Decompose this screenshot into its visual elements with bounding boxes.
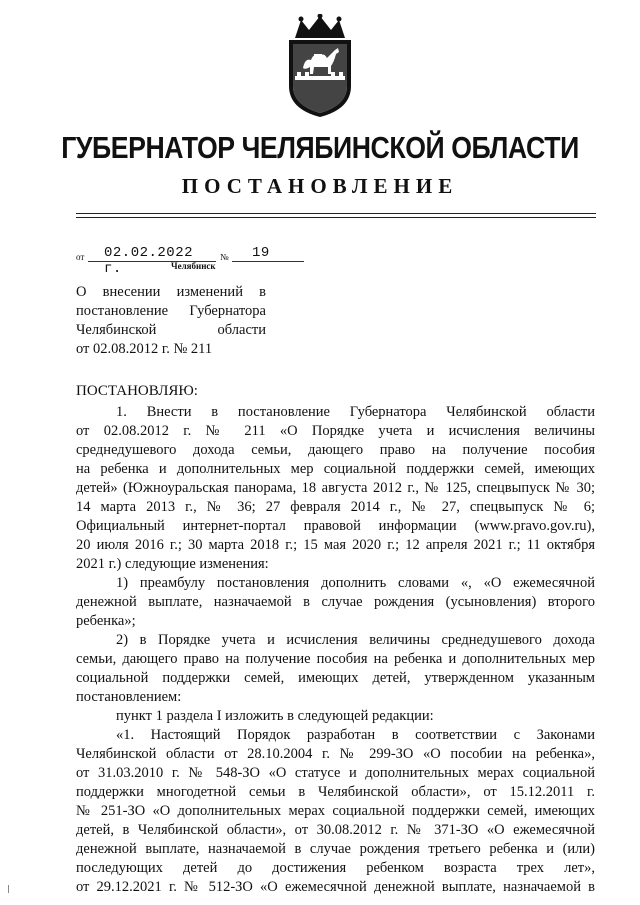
coat-of-arms-emblem bbox=[281, 14, 359, 119]
body-line: денежной выплате, назначаемой в случае рождения третьего ребенка и (или) bbox=[76, 841, 595, 857]
body-line: поддержки многодетной семьи в Челябинской области», от 15.12.2011 г. bbox=[76, 784, 595, 800]
body-line: от 31.03.2010 г. № 548-ЗО «О статусе и дополнительных мерах социальной bbox=[76, 765, 595, 781]
number-underline bbox=[232, 261, 304, 262]
city-label: Челябинск bbox=[171, 261, 216, 271]
body-line: последующих детей до достижения ребенком возраста трех лет», bbox=[76, 860, 595, 876]
header-divider-bottom bbox=[76, 217, 596, 218]
document-body bbox=[76, 403, 595, 897]
body-line: 1) преамбулу постановления дополнить словами «, «О ежемесячной bbox=[116, 575, 595, 591]
body-line: среднедушевого дохода семьи, дающего право на получение пособия bbox=[76, 442, 595, 458]
body-line: 2021 г.) следующие изменения: bbox=[76, 556, 269, 572]
decree-word: ПОСТАНОВЛЯЮ: bbox=[76, 383, 198, 399]
body-line: 20 июля 2016 г.; 30 марта 2018 г.; 15 мая 2020 г.; 12 апреля 2021 г.; 11 октября bbox=[76, 537, 595, 553]
body-line: денежной выплате, назначаемой в случае рождения (усыновления) второго bbox=[76, 594, 595, 610]
document-number: 19 bbox=[252, 245, 270, 261]
number-prefix: № bbox=[220, 252, 229, 262]
body-line: от 29.12.2021 г. № 512-ЗО «О ежемесячной денежной выплате, назначаемой в bbox=[76, 879, 595, 895]
date-prefix: от bbox=[76, 252, 85, 262]
body-line: ребенка»; bbox=[76, 613, 136, 629]
document-subject bbox=[76, 283, 266, 359]
document-type: ПОСТАНОВЛЕНИЕ bbox=[181, 174, 459, 198]
body-line: постановлением: bbox=[76, 689, 182, 705]
org-title: ГУБЕРНАТОР ЧЕЛЯБИНСКОЙ ОБЛАСТИ bbox=[61, 130, 579, 165]
body-line: детей, в Челябинской области», от 30.08.2012 г. № 371-ЗО «О ежемесячной bbox=[76, 822, 595, 838]
body-line: социальной поддержки семей, имеющих детей, утвержденном указанным bbox=[76, 670, 595, 686]
document-date: 02.02.2022 г. bbox=[104, 245, 194, 277]
header-divider-top bbox=[76, 213, 596, 214]
subject-line: постановление Губернатора bbox=[76, 303, 266, 319]
body-line: семьи, дающего право на получение пособия на ребенка и дополнительных мер bbox=[76, 651, 595, 667]
subject-line: О внесении изменений в bbox=[76, 284, 266, 300]
body-line: 2) в Порядке учета и исчисления величины среднедушевого дохода bbox=[116, 632, 595, 648]
body-line: детей» (Южноуральская панорама, 18 августа 2012 г., № 125, спецвыпуск № 30; bbox=[76, 480, 595, 496]
body-line: 14 марта 2013 г., № 36; 27 февраля 2014 г., № 27, спецвыпуск № 6; bbox=[76, 499, 595, 515]
subject-line: от 02.08.2012 г. № 211 bbox=[76, 341, 213, 357]
scan-edge-mark bbox=[8, 885, 9, 893]
body-line: Официальный интернет-портал правовой информации (www.pravo.gov.ru), bbox=[76, 518, 595, 534]
subject-line: Челябинской области bbox=[76, 322, 266, 338]
body-line: «1. Настоящий Порядок разработан в соответствии с Законами bbox=[116, 727, 595, 743]
body-line: № 251-ЗО «О дополнительных мерах социальной поддержки семей, имеющих bbox=[76, 803, 595, 819]
body-line: 1. Внести в постановление Губернатора Челябинской области bbox=[116, 404, 595, 420]
body-line: Челябинской области от 28.10.2004 г. № 299-ЗО «О пособии на ребенка», bbox=[76, 746, 595, 762]
body-line: пункт 1 раздела I изложить в следующей редакции: bbox=[116, 708, 434, 724]
body-line: на ребенка и дополнительных мер социальной поддержки семей, имеющих bbox=[76, 461, 595, 477]
body-line: от 02.08.2012 г. № 211 «О Порядке учета и исчисления величины bbox=[76, 423, 595, 439]
